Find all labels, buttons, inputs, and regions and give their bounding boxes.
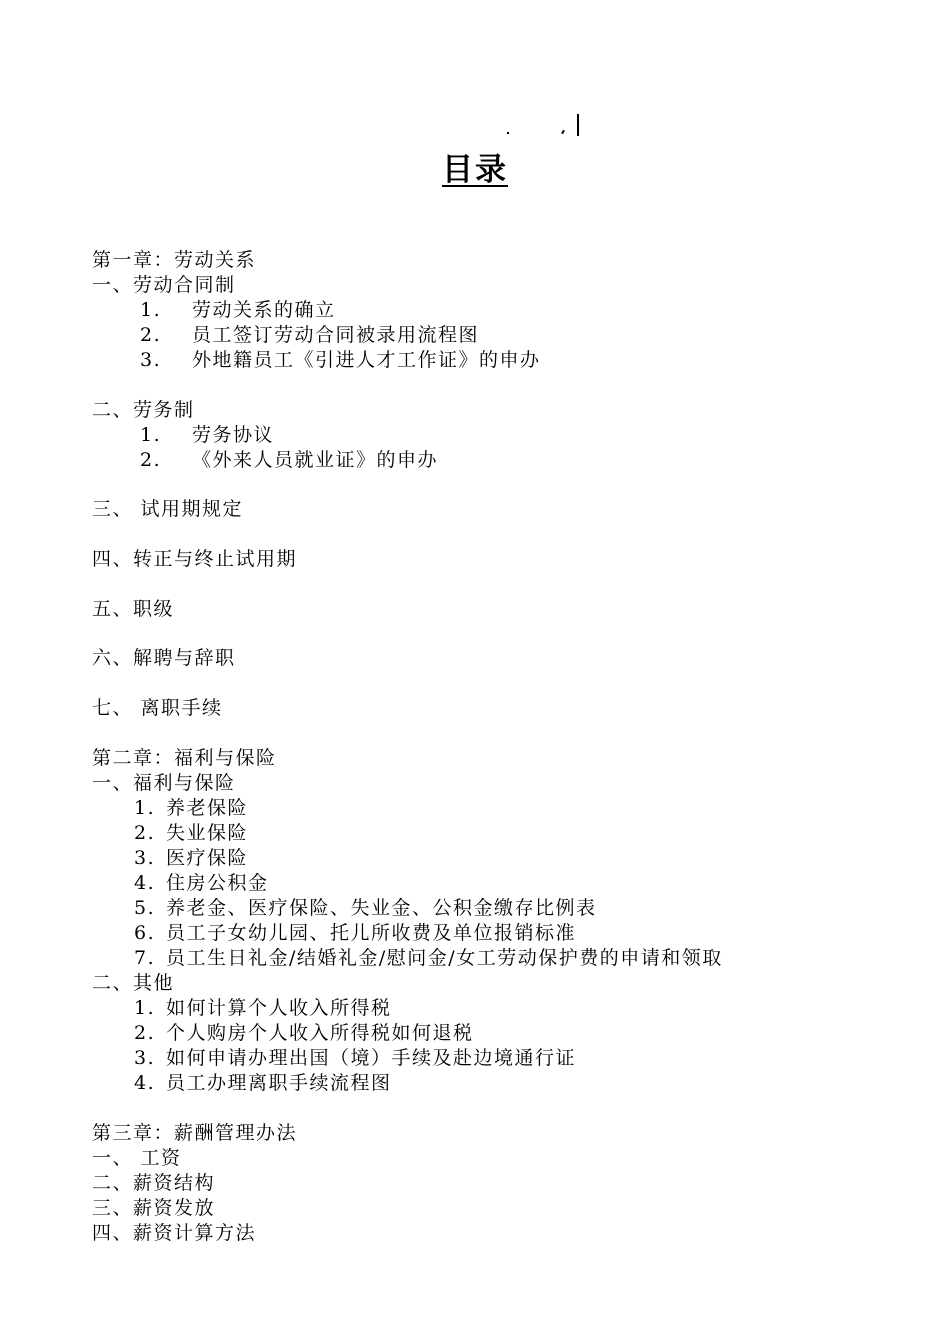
page-title-text: 目录 <box>442 152 508 188</box>
toc-item-text: 劳务协议 <box>192 423 275 446</box>
toc-section: 二、薪资结构 <box>92 1171 216 1194</box>
toc-section: 三、薪资发放 <box>92 1196 216 1219</box>
toc-item <box>92 871 932 896</box>
toc-section: 四、转正与终止试用期 <box>92 548 298 571</box>
scan-marks <box>505 112 585 142</box>
toc-item-text: 如何计算个人收入所得税 <box>166 996 392 1019</box>
toc-item <box>92 846 932 871</box>
scan-dot <box>507 132 509 134</box>
toc-item-text: 养老金、医疗保险、失业金、公积金缴存比例表 <box>166 896 597 919</box>
toc-item-text: 劳动关系的确立 <box>192 299 336 321</box>
toc-item-number: 4. <box>134 871 156 894</box>
spacer <box>92 671 932 696</box>
toc-item <box>92 1021 932 1046</box>
toc-item-number: 3. <box>134 1046 156 1069</box>
toc-item <box>92 323 932 348</box>
toc-item <box>92 896 932 921</box>
spacer <box>92 373 932 398</box>
toc-item <box>92 796 932 821</box>
toc-chapter: 第一章：劳动关系 <box>92 249 257 271</box>
table-of-contents <box>92 248 932 1246</box>
toc-item <box>92 946 932 971</box>
toc-item-text: 员工子女幼儿园、托儿所收费及单位报销标准 <box>166 921 577 944</box>
toc-section: 二、其他 <box>92 971 175 994</box>
spacer <box>92 572 932 597</box>
toc-item-number: 2. <box>140 324 162 346</box>
toc-item-text: 《外来人员就业证》的申办 <box>192 448 439 471</box>
toc-chapter: 第三章：薪酬管理办法 <box>92 1121 298 1144</box>
toc-item-number: 6. <box>134 921 156 944</box>
toc-section: 一、 工资 <box>92 1146 182 1169</box>
toc-item-text: 员工生日礼金/结婚礼金/慰问金/女工劳动保护费的申请和领取 <box>166 946 723 969</box>
toc-section: 一、劳动合同制 <box>92 274 236 296</box>
toc-item-text: 员工办理离职手续流程图 <box>166 1071 392 1094</box>
toc-item-text: 医疗保险 <box>166 846 249 869</box>
spacer <box>92 473 932 498</box>
toc-item-text: 个人购房个人收入所得税如何退税 <box>166 1021 474 1044</box>
toc-item-number: 3. <box>134 846 156 869</box>
toc-item <box>92 298 932 323</box>
toc-item-number: 1. <box>134 796 156 819</box>
toc-section: 七、 离职手续 <box>92 697 223 720</box>
toc-item <box>92 448 932 473</box>
toc-item <box>92 348 932 373</box>
toc-item-number: 1. <box>140 299 162 321</box>
toc-section: 五、职级 <box>92 597 175 620</box>
toc-section: 六、解聘与辞职 <box>92 647 236 670</box>
toc-section: 一、福利与保险 <box>92 771 236 794</box>
toc-item-number: 1. <box>140 423 162 446</box>
toc-item <box>92 996 932 1021</box>
toc-item-number: 2. <box>140 448 162 471</box>
toc-item-text: 失业保险 <box>166 821 249 844</box>
toc-chapter: 第二章：福利与保险 <box>92 746 277 769</box>
toc-item-number: 7. <box>134 946 156 969</box>
toc-item-text: 住房公积金 <box>166 871 269 894</box>
scan-bar <box>577 114 579 136</box>
toc-section: 四、薪资计算方法 <box>92 1221 257 1244</box>
toc-item <box>92 1046 932 1071</box>
toc-item-number: 4. <box>134 1071 156 1094</box>
toc-item <box>92 921 932 946</box>
toc-section: 二、劳务制 <box>92 398 195 421</box>
toc-item-text: 如何申请办理出国（境）手续及赴边境通行证 <box>166 1046 577 1069</box>
toc-item-number: 2. <box>134 821 156 844</box>
toc-item <box>92 423 932 448</box>
spacer <box>92 522 932 547</box>
scan-dot <box>561 130 565 134</box>
toc-item-text: 外地籍员工《引进人才工作证》的申办 <box>192 349 541 371</box>
toc-item <box>92 821 932 846</box>
toc-section: 三、 试用期规定 <box>92 498 244 521</box>
spacer <box>92 622 932 647</box>
spacer <box>92 721 932 746</box>
toc-item-number: 2. <box>134 1021 156 1044</box>
toc-item <box>92 1071 932 1096</box>
toc-item-text: 养老保险 <box>166 796 249 819</box>
toc-item-number: 5. <box>134 896 156 919</box>
spacer <box>92 1096 932 1121</box>
page-title <box>0 150 950 190</box>
toc-item-number: 3. <box>140 349 162 371</box>
toc-item-text: 员工签订劳动合同被录用流程图 <box>192 324 480 346</box>
toc-item-number: 1. <box>134 996 156 1019</box>
